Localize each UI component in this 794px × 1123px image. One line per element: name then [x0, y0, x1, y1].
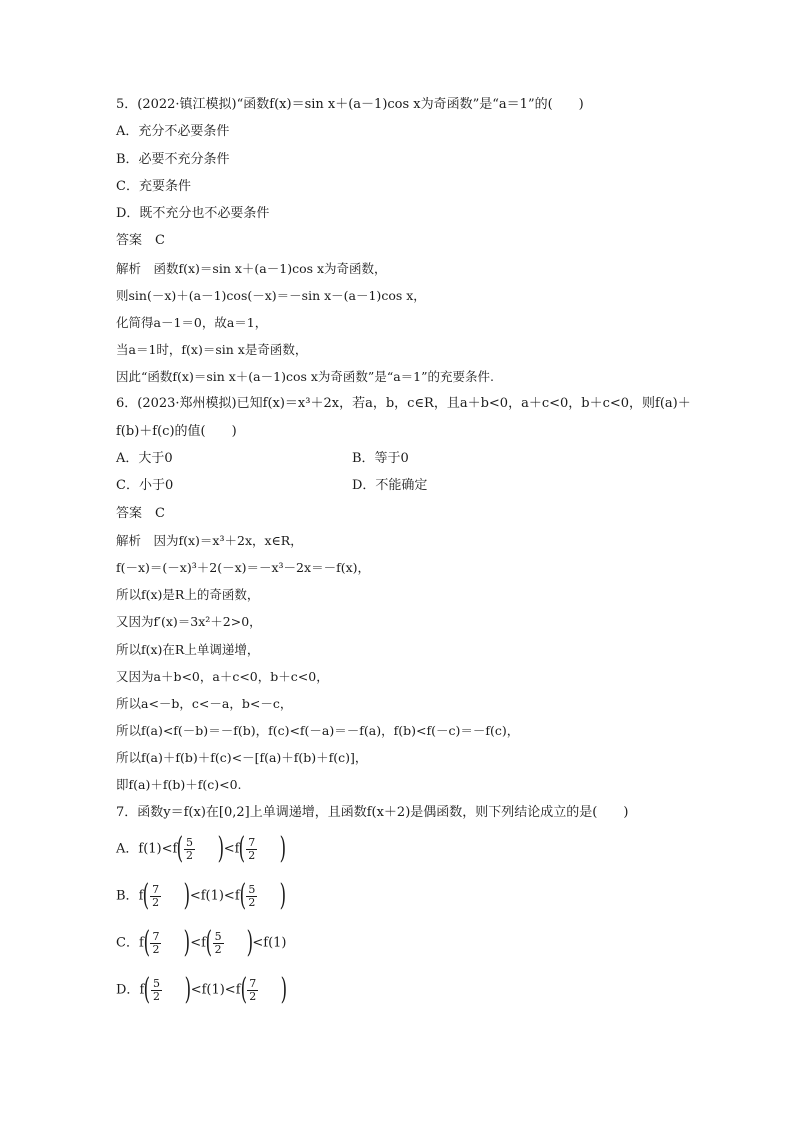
fraction-denominator: 2 [248, 895, 256, 909]
option-label: A． [116, 841, 139, 857]
left-paren: ( [239, 831, 246, 866]
option-label: B． [116, 888, 139, 904]
math-text: f [138, 935, 144, 951]
q5-answer: 答案 C [116, 233, 165, 248]
fraction-numerator: 7 [249, 976, 257, 990]
fraction [150, 931, 161, 956]
math-text: f [139, 982, 145, 998]
q5-analysis-line: 当a＝1时，f(x)＝sin x是奇函数， [116, 342, 308, 357]
q7-option-d [116, 972, 288, 1007]
q6-analysis-line: 所以f(a)＋f(b)＋f(c)<－[f(a)＋f(b)＋f(c)]， [116, 750, 368, 765]
q6-analysis-line: 所以f(x)在R上单调递增， [116, 642, 260, 657]
right-paren: ) [217, 831, 225, 866]
fraction-denominator: 2 [152, 895, 160, 909]
right-paren: ) [246, 925, 253, 960]
q6-stem-line2: f(b)＋f(c)的值( ) [116, 424, 237, 439]
fraction [246, 884, 257, 909]
left-paren: ( [239, 878, 246, 913]
q5-analysis-line: 解析 函数f(x)＝sin x＋(a－1)cos x为奇函数， [116, 261, 387, 276]
q6-stem-line1: 6．(2023·郑州模拟)已知f(x)＝x³＋2x，若a，b，c∈R，且a＋b<0，a＋c<0，b＋c<0，则f(a)＋ [116, 396, 691, 411]
q6-analysis-line: 解析 因为f(x)＝x³＋2x，x∈R， [116, 533, 303, 548]
q6-analysis-line: 又因为a＋b<0，a＋c<0，b＋c<0， [116, 669, 329, 684]
fraction [150, 884, 161, 909]
q6-option-d: D．不能确定 [352, 478, 428, 493]
fraction-denominator: 2 [248, 848, 256, 862]
fraction-denominator: 2 [186, 848, 194, 862]
fraction-denominator: 2 [249, 989, 257, 1003]
right-paren: ) [279, 831, 287, 866]
left-paren: ( [240, 972, 247, 1007]
q6-option-a: A．大于0 [116, 451, 173, 466]
q6-answer: 答案 C [116, 506, 165, 521]
math-text: f(1)<f [138, 841, 178, 857]
q6-option-c: C．小于0 [116, 478, 174, 493]
q5-option-a: A．充分不必要条件 [116, 124, 230, 139]
q7-option-c [116, 925, 287, 960]
q5-option-b: B．必要不充分条件 [116, 152, 230, 167]
math-text: <f(1)<f [190, 982, 241, 998]
right-paren: ) [183, 878, 191, 913]
q5-stem: 5．(2022·镇江模拟)“函数f(x)＝sin x＋(a－1)cos x为奇函数”是“a＝1”的( ) [116, 97, 584, 112]
q5-analysis-line: 化简得a－1＝0，故a＝1， [116, 315, 268, 330]
fraction-numerator: 5 [186, 835, 194, 849]
q7-option-b [116, 878, 287, 913]
fraction-numerator: 7 [248, 835, 256, 849]
right-paren: ) [279, 878, 287, 913]
fraction [151, 978, 162, 1003]
fraction [184, 837, 195, 862]
right-paren: ) [184, 925, 191, 960]
right-paren: ) [184, 972, 192, 1007]
option-label: D． [116, 982, 140, 998]
q5-option-d: D．既不充分也不必要条件 [116, 206, 270, 221]
q7-option-a [116, 831, 287, 866]
left-paren: ( [143, 972, 151, 1007]
fraction [246, 837, 257, 862]
option-label: C． [116, 935, 139, 951]
fraction-numerator: 5 [152, 976, 160, 990]
left-paren: ( [176, 831, 184, 866]
math-text: <f(1)<f [189, 888, 240, 904]
q7-stem: 7．函数y＝f(x)在[0,2]上单调递增，且函数f(x＋2)是偶函数，则下列结论成立的是( ) [116, 805, 629, 820]
q6-analysis-line: 所以f(x)是R上的奇函数， [116, 587, 260, 602]
fraction-numerator: 7 [152, 882, 160, 896]
fraction-numerator: 5 [214, 929, 222, 943]
fraction [213, 931, 224, 956]
fraction [247, 978, 258, 1003]
math-text: <f [223, 841, 240, 857]
q6-analysis-line: 所以f(a)<f(－b)＝－f(b)，f(c)<f(－a)＝－f(a)，f(b)<f(－c)＝－f(c)， [116, 723, 520, 738]
left-paren: ( [143, 878, 150, 913]
fraction-denominator: 2 [214, 942, 222, 956]
q5-analysis-line: 因此“函数f(x)＝sin x＋(a－1)cos x为奇函数”是“a＝1”的充要条件. [116, 369, 494, 384]
fraction-denominator: 2 [152, 989, 160, 1003]
q5-analysis-line: 则sin(－x)＋(a－1)cos(－x)＝－sin x－(a－1)cos x， [116, 288, 426, 303]
q6-analysis-line: 又因为f′(x)＝3x²＋2>0， [116, 614, 262, 629]
q6-analysis-line: f(－x)＝(－x)³＋2(－x)＝－x³－2x＝－f(x)， [116, 560, 370, 575]
left-paren: ( [205, 925, 213, 960]
math-text: f [138, 888, 144, 904]
fraction-numerator: 7 [152, 929, 160, 943]
q6-analysis-line: 所以a<－b，c<－a，b<－c， [116, 696, 293, 711]
math-text: <f [190, 935, 206, 951]
left-paren: ( [143, 925, 150, 960]
fraction-denominator: 2 [152, 942, 160, 956]
q6-option-b: B．等于0 [352, 451, 409, 466]
fraction-numerator: 5 [248, 882, 256, 896]
q6-analysis-line: 即f(a)＋f(b)＋f(c)<0. [116, 777, 242, 792]
q5-option-c: C．充要条件 [116, 179, 191, 194]
right-paren: ) [280, 972, 288, 1007]
math-text: <f(1) [252, 935, 287, 951]
